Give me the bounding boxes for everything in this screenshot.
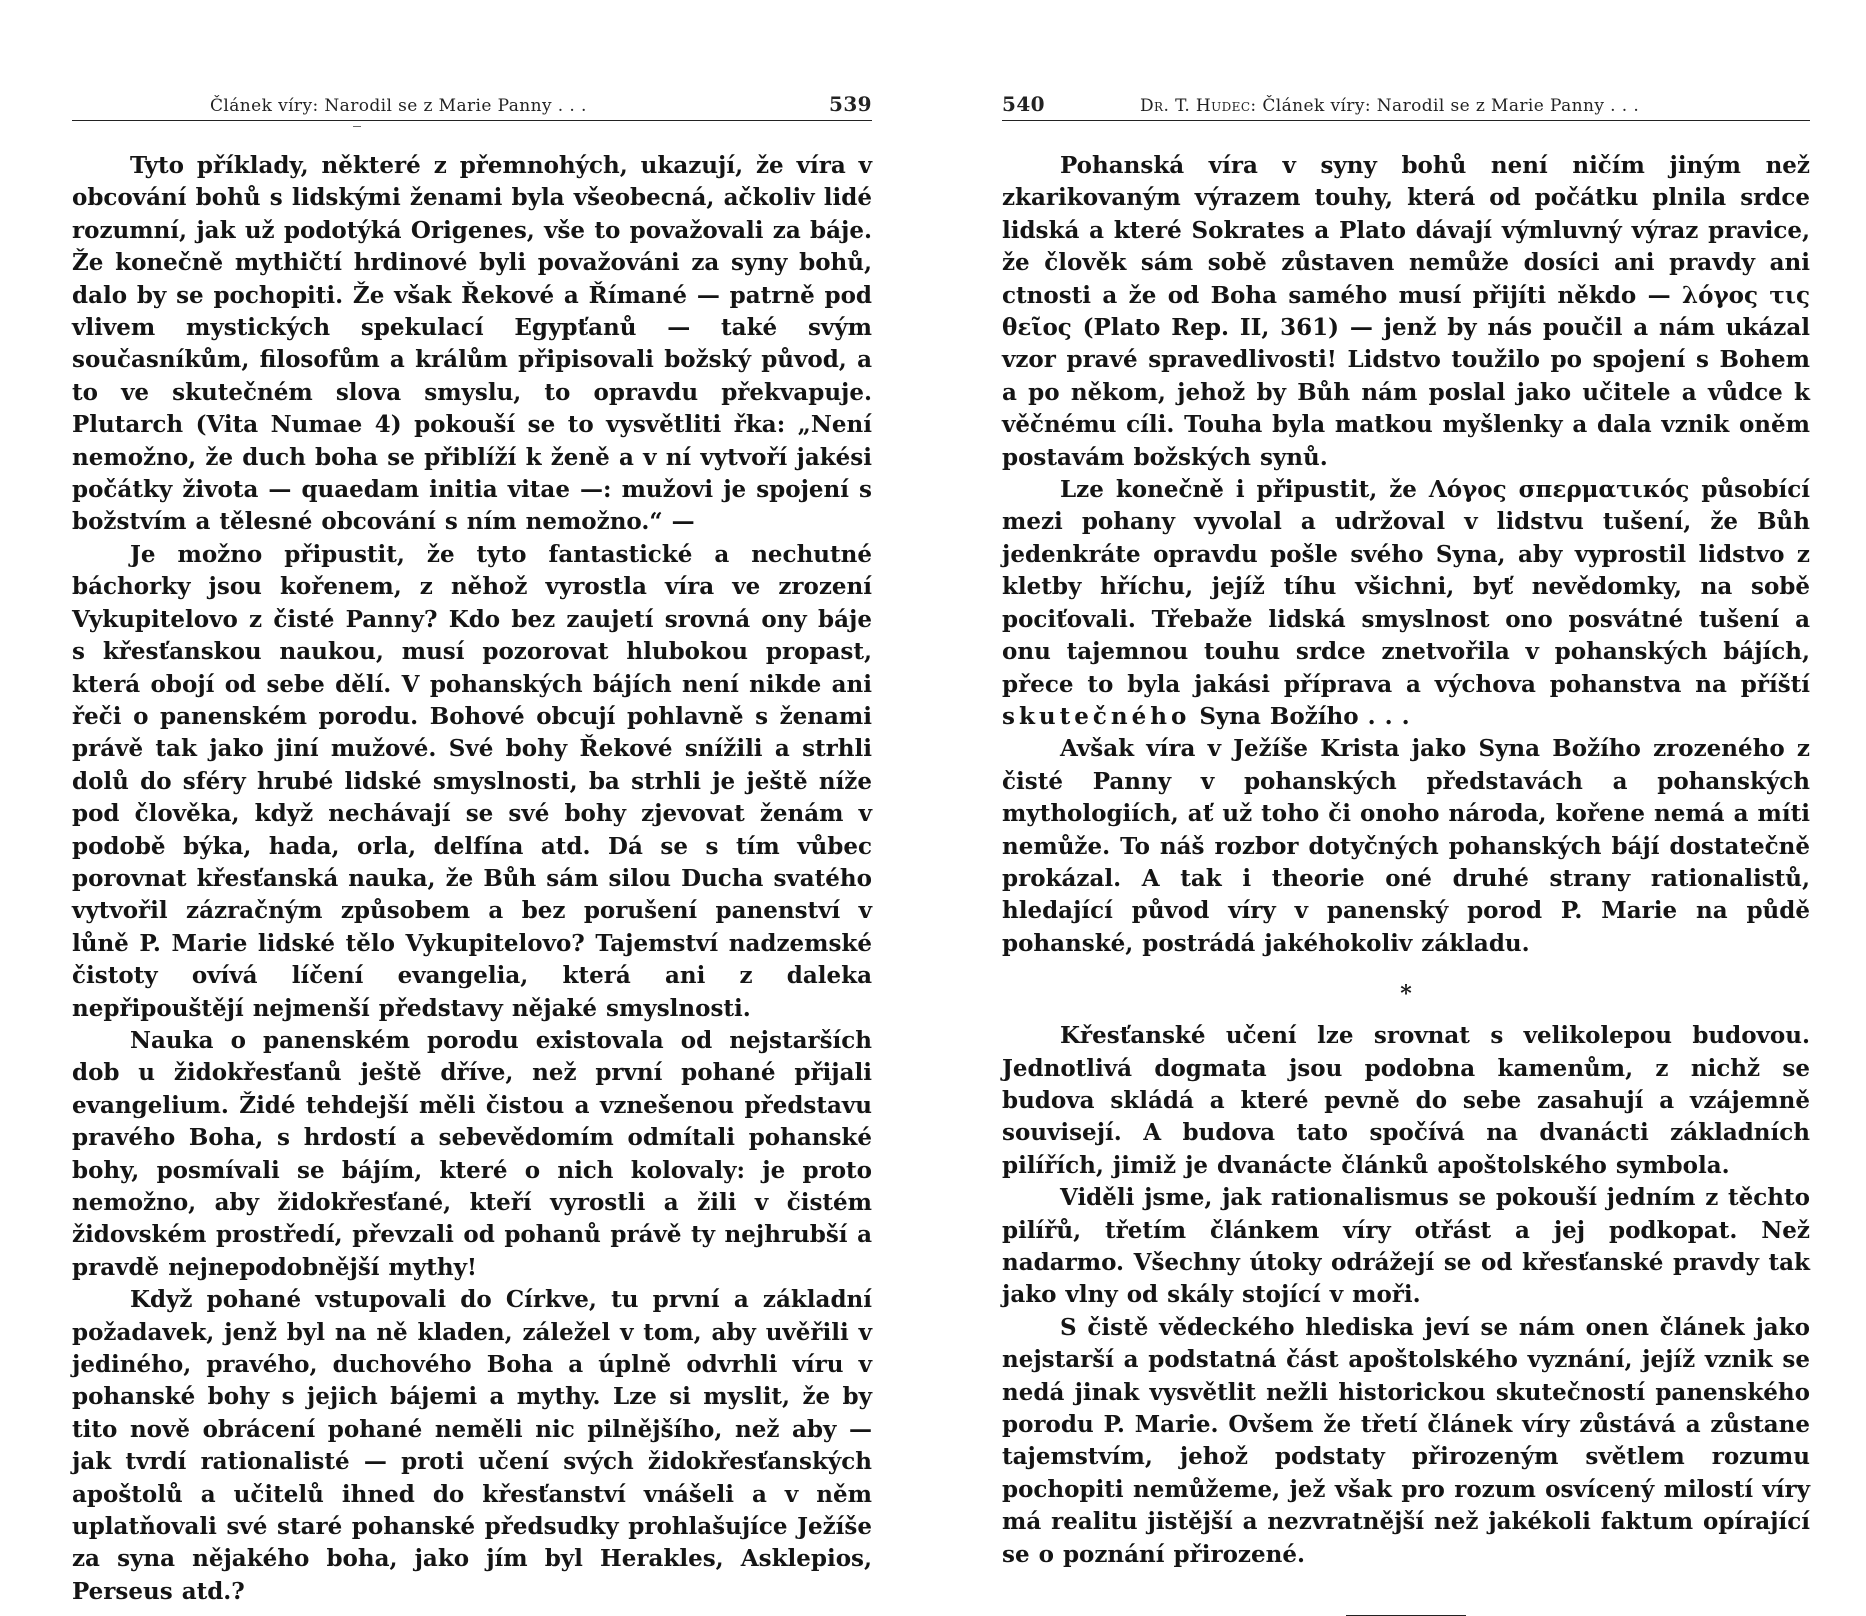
running-head-title [1140, 96, 1639, 116]
paragraph: Je možno připustit, že tyto fantastické a nechutné báchorky jsou kořenem, z něhož vyrostla víra ve zrození Vykupitelovo z čisté Panny? Kdo bez zaujetí srovná ony báje s křesťanskou naukou, musí pozorovat hlubokou propast, která obojí od sebe dělí. V pohanských bájích není nikde ani řeči o panenském porodu. Bohové obcují pohlavně s ženami právě tak jako jiní mužové. Své bohy Řekové snížili a strhli dolů do sféry hrubé lidské smyslnosti, ba strhli je ještě níže pod člověka, když nechávají se své bohy zjevovat ženám v podobě býka, hada, orla, delfína atd. Dá se s tím vůbec porovnat křesťanská nauka, že Bůh sám silou Ducha svatého vytvořil zázračným způsobem a bez porušení panenství v lůně P. Marie lidské tělo Vykupitelovo? Tajemství nadzemské čistoty ovívá líčení evangelia, která ani z daleka nepřipouštějí nejmenší představy nějaké smyslnosti. [72, 540, 872, 1022]
paragraph-text: Syna Božího . . . [1199, 702, 1410, 730]
page-number: 539 [829, 92, 872, 116]
paragraph: Nauka o panenském porodu existovala od nejstarších dob u židokřesťanů ještě dříve, než první pohané přijali evangelium. Židé tehdejší měli čistou a vznešenou představu pravého Boha, s hrdostí a sebevědomím odmítali pohanské bohy, posmívali se bájím, které o nich kolovaly: je proto nemožno, aby židokřesťané, kteří vyrostli a žili v čistém židovském prostředí, převzali od pohanů právě ty nejhrubší a pravdě nejnepodobnější mythy! [72, 1026, 872, 1281]
page-number: 540 [1002, 92, 1045, 116]
running-head-text: Článek víry: Narodil se z Marie Panny . . . [1262, 96, 1640, 116]
paragraph: Pohanská víra v syny bohů není ničím jiným než zkarikovaným výrazem touhy, která od počátku plnila srdce lidská a které Sokrates a Plato dávají výmluvný výraz pravice, že člověk sám sobě zůstaven nemůže dosíci ani pravdy ani ctnosti a že od Boha samého musí přijíti někdo — λόγος τις θεῖος (Plato Rep. II, 361) — jenž by nás poučil a nám ukázal vzor pravé spravedlivosti! Lidstvo toužilo po spojení s Bohem a po někom, jehož by Bůh nám poslal jako učitele a vůdce k věčnému cíli. Touha byla matkou myšlenky a dala vznik oněm postavám božských synů. [1002, 152, 1810, 471]
running-head [72, 94, 872, 121]
right-page [934, 0, 1866, 1568]
paragraph: S čistě vědeckého hlediska jeví se nám onen článek jako nejstarší a podstatná část apoštolského vyznání, jejíž vznik se nedá jinak vysvětlit nežli historickou skutečností panenského porodu P. Marie. Ovšem že třetí článek víry zůstává a zůstane tajemstvím, jehož podstaty přirozeným světlem rozumu pochopiti nemůžeme, jež však pro rozum osvícený milostí víry má realitu jistější a nezvratnější než jakékoli faktum opírající se o poznání přirozené. [1002, 1313, 1810, 1568]
paragraph: Viděli jsme, jak rationalismus se pokouší jedním z těchto pilířů, třetím článkem víry otřást a jej podkopat. Než nadarmo. Všechny útoky odrážejí se od křesťanské pravdy tak jako vlny od skály stojící v moři. [1002, 1184, 1810, 1309]
body-text [72, 150, 872, 1608]
left-page [0, 0, 930, 1605]
paragraph: Tyto příklady, některé z přemnohých, ukazují, že víra v obcování bohů s lidskými ženami byla všeobecná, ačkoliv lidé rozumní, jak už podotýká Origenes, vše to považovali za báje. Že konečně mythičtí hrdinové byli považováni za syny bohů, dalo by se pochopiti. Že však Řekové a Římané — patrně pod vlivem mystických spekulací Egypťanů — také svým současníkům, filosofům a králům připisovali božský původ, a to ve skutečném slova smyslu, to opravdu překvapuje. Plutarch (Vita Numae 4) pokouší se to vysvětliti řka: „Není nemožno, že duch boha se přiblíží k ženě a v ní vytvoří jakési počátky života — quaedam initia vitae —: mužovi je spojení s božstvím a tělesné obcování s ním nemožno.“ — [72, 152, 872, 536]
running-head-author: Dr. T. Hudec: [1140, 96, 1257, 116]
section-break-asterisk: * [1400, 981, 1412, 1008]
print-mark [353, 126, 361, 127]
running-head-title: Článek víry: Narodil se z Marie Panny . . . [210, 96, 587, 116]
paragraph [1002, 474, 1810, 733]
body-text [1002, 150, 1810, 1616]
paragraph-text: Lze konečně i připustit, že Λόγος σπερματικός působící mezi pohany vyvolal a udržoval v lidstvu tušení, že Bůh jedenkráte opravdu pošle svého Syna, aby vyprostil lidstvo z kletby hříchu, jejíž tíhu všichni, byť nevědomky, na sobě pociťovali. Třebaže lidská smyslnost ono posvátné tušení a onu tajemnou touhu srdce znetvořila v pohanských bájích, přece to byla jakási příprava a výchova pohanstva na příští [1002, 476, 1810, 698]
emphasized-word: skutečného [1002, 702, 1191, 730]
running-head [1002, 94, 1810, 121]
paragraph: Avšak víra v Ježíše Krista jako Syna Božího zrozeného z čisté Panny v pohanských představách a pohanských mythologiích, ať už toho či onoho národa, kořene nemá a míti nemůže. To náš rozbor dotyčných pohanských bájí dostatečně prokázal. A tak i theorie oné druhé strany rationalistů, hledající původ víry v panenský porod P. Marie na půdě pohanské, postrádá jakéhokoliv základu. [1002, 735, 1810, 957]
paragraph: Když pohané vstupovali do Církve, tu první a základní požadavek, jenž byl na ně kladen, záležel v tom, aby uvěřili v jediného, pravého, duchového Boha a úplně odvrhli víru v pohanské bohy s jejich bájemi a mythy. Lze si myslit, že by tito nově obrácení pohané neměli nic pilnějšího, než aby — jak tvrdí rationalisté — proti učení svých židokřesťanských apoštolů a učitelů ihned do křesťanství vnášeli a v něm uplatňovali své staré pohanské předsudky prohlašujíce Ježíše za syna nějakého boha, jako jím byl Herakles, Asklepios, Perseus atd.? [72, 1286, 872, 1605]
paragraph: Křesťanské učení lze srovnat s velikolepou budovou. Jednotlivá dogmata jsou podobna kamenům, z nichž se budova skládá a které pevně do sebe zasahují a vzájemně souvisejí. A budova tato spočívá na dvanácti základních pilířích, jimiž je dvanácte článků apoštolského symbola. [1002, 1022, 1810, 1179]
